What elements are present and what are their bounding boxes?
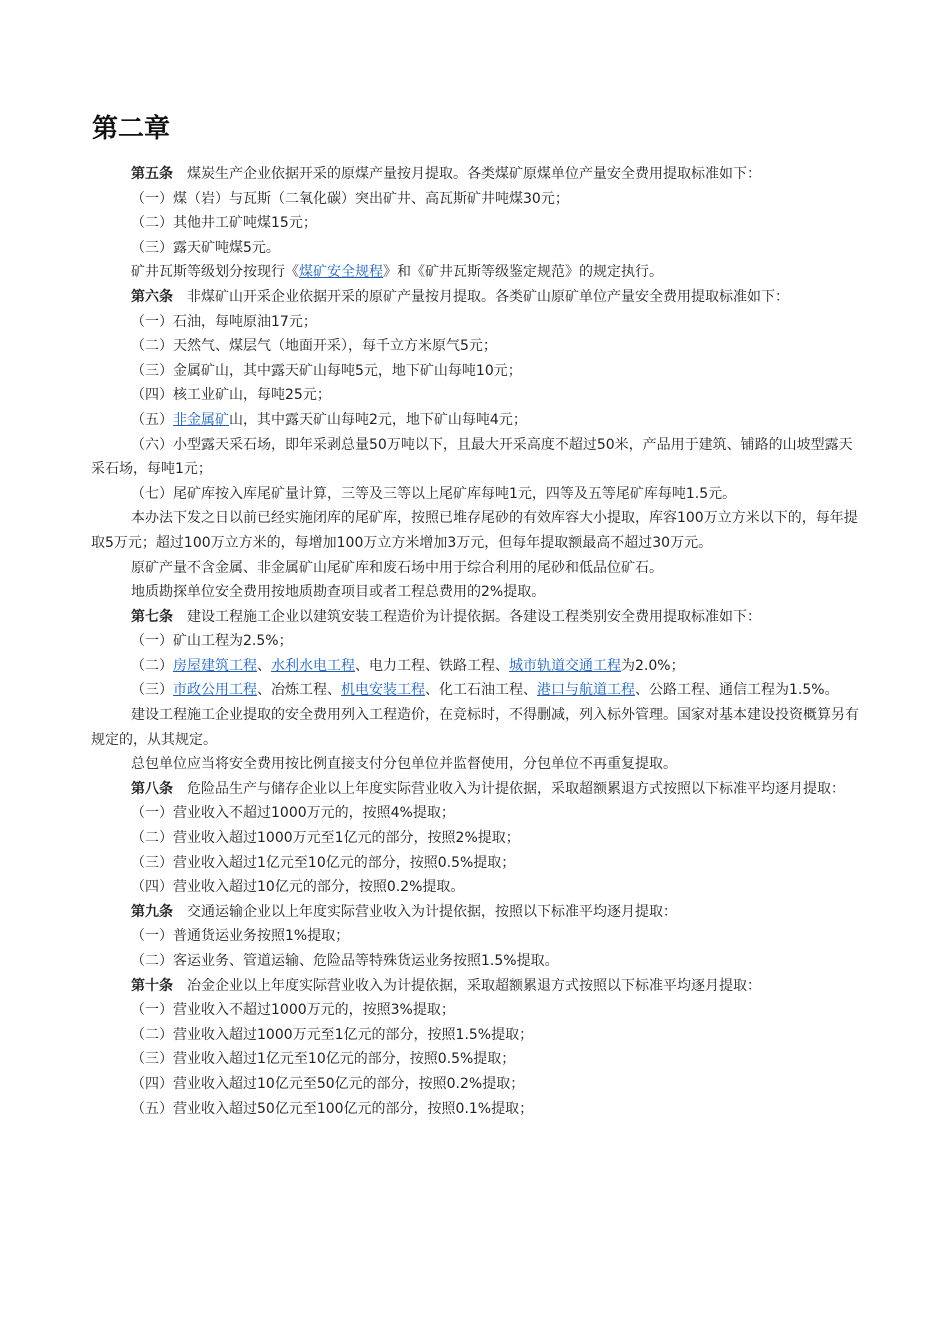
chapter-title: 第二章 <box>92 114 171 144</box>
paragraph-text: 非煤矿山开采企业依据开采的原矿产量按月提取。各类矿山原矿单位产量安全费用提取标准如下： <box>187 288 789 305</box>
paragraph-text: 山，其中露天矿山每吨2元，地下矿山每吨4元； <box>229 411 527 428</box>
paragraph-text: （一）营业收入不超过1000万元的，按照3%提取； <box>131 1002 455 1019</box>
article-number: 第五条 <box>131 166 173 182</box>
paragraph-text: 、公路工程、通信工程为1.5%。 <box>635 682 839 699</box>
paragraph-text: 本办法下发之日以前已经实施闭库的尾矿库，按照已堆存尾砂的有效库容大小提取，库容100万立方米以下的，每年提取5万元；超过100万立方米的，每增加100万立方米增加3万元，但每年提取额最高不超过30万元。 <box>91 510 858 551</box>
paragraph <box>91 285 861 310</box>
paragraph-text: 、电力工程、铁路工程、 <box>355 657 509 674</box>
paragraph-text: （一）营业收入不超过1000万元的，按照4%提取； <box>131 805 455 822</box>
paragraph-text: （六）小型露天采石场，即年采剥总量50万吨以下，且最大开采高度不超过50米，产品用于建筑、铺路的山坡型露天采石场，每吨1元； <box>91 436 853 478</box>
paragraph <box>91 1023 861 1048</box>
paragraph-text: （七）尾矿库按入库尾矿量计算，三等及三等以上尾矿库每吨1元，四等及五等尾矿库每吨1.5元。 <box>131 485 737 502</box>
paragraph <box>91 359 861 384</box>
paragraph <box>91 580 861 605</box>
paragraph-text: （一）石油，每吨原油17元； <box>131 313 317 330</box>
paragraph-text: 、 <box>257 657 271 674</box>
paragraph <box>91 998 861 1023</box>
paragraph-text: 、化工石油工程、 <box>425 682 537 699</box>
paragraph <box>91 875 861 900</box>
paragraph <box>91 1072 861 1097</box>
paragraph-text: （四）营业收入超过10亿元至50亿元的部分，按照0.2%提取； <box>131 1075 525 1092</box>
paragraph <box>91 801 861 826</box>
paragraph-text: 建设工程施工企业以建筑安装工程造价为计提依据。各建设工程类别安全费用提取标准如下： <box>187 608 761 625</box>
paragraph-text: （二）其他井工矿吨煤15元； <box>131 215 317 232</box>
paragraph-text: （四）核工业矿山，每吨25元； <box>131 387 331 404</box>
document-body <box>91 162 861 1121</box>
paragraph-text: （三）露天矿吨煤5元。 <box>131 239 280 256</box>
paragraph-text: （三）金属矿山，其中露天矿山每吨5元，地下矿山每吨10元； <box>131 362 522 379</box>
paragraph <box>91 605 861 630</box>
paragraph <box>91 752 861 777</box>
paragraph <box>91 678 861 703</box>
paragraph <box>91 654 861 679</box>
article-number: 第九条 <box>131 903 173 920</box>
inline-link[interactable]: 港口与航道工程 <box>537 682 635 699</box>
paragraph <box>91 1047 861 1072</box>
paragraph <box>91 924 861 949</box>
inline-link[interactable]: 煤矿安全规程 <box>299 264 383 281</box>
paragraph-text: 为2.0%； <box>621 657 685 674</box>
paragraph-text: 建设工程施工企业提取的安全费用列入工程造价，在竞标时，不得删减，列入标外管理。国家对基本建设投资概算另有规定的，从其规定。 <box>91 707 859 748</box>
paragraph <box>91 482 861 507</box>
paragraph-text: 煤炭生产企业依据开采的原煤产量按月提取。各类煤矿原煤单位产量安全费用提取标准如下： <box>187 166 761 182</box>
paragraph <box>91 408 861 433</box>
paragraph-text: （一）普通货运业务按照1%提取； <box>131 928 350 945</box>
paragraph-text: 地质勘探单位安全费用按地质勘查项目或者工程总费用的2%提取。 <box>131 584 546 601</box>
paragraph <box>91 826 861 851</box>
paragraph-text: （一）矿山工程为2.5%； <box>131 633 293 650</box>
paragraph <box>91 851 861 876</box>
paragraph <box>91 900 861 925</box>
paragraph <box>91 211 861 236</box>
paragraph <box>91 236 861 261</box>
inline-link[interactable]: 机电安装工程 <box>341 682 425 699</box>
inline-link[interactable]: 城市轨道交通工程 <box>509 657 621 674</box>
paragraph <box>91 260 861 285</box>
paragraph-text: （三） <box>131 682 173 699</box>
paragraph <box>91 187 861 212</box>
paragraph <box>91 629 861 654</box>
paragraph-text: 冶金企业以上年度实际营业收入为计提依据，采取超额累退方式按照以下标准平均逐月提取： <box>187 977 761 994</box>
paragraph-text: 》和《矿井瓦斯等级鉴定规范》的规定执行。 <box>383 264 663 281</box>
paragraph <box>91 162 861 187</box>
inline-link[interactable]: 水利水电工程 <box>271 657 355 674</box>
paragraph <box>91 506 861 555</box>
paragraph-text: 原矿产量不含金属、非金属矿山尾矿库和废石场中用于综合利用的尾砂和低品位矿石。 <box>131 559 663 576</box>
paragraph-text: （五）营业收入超过50亿元至100亿元的部分，按照0.1%提取； <box>131 1100 534 1117</box>
paragraph <box>91 974 861 999</box>
paragraph-text: （五） <box>131 411 173 428</box>
article-number: 第十条 <box>131 977 173 994</box>
inline-link[interactable]: 非金属矿 <box>173 411 229 428</box>
paragraph <box>91 1097 861 1122</box>
paragraph <box>91 334 861 359</box>
paragraph-text: 交通运输企业以上年度实际营业收入为计提依据，按照以下标准平均逐月提取： <box>187 903 677 920</box>
paragraph <box>91 949 861 974</box>
paragraph-text: 危险品生产与储存企业以上年度实际营业收入为计提依据，采取超额累退方式按照以下标准平均逐月提取： <box>187 780 845 797</box>
paragraph-text: （四）营业收入超过10亿元的部分，按照0.2%提取。 <box>131 879 465 896</box>
paragraph-text: （二）营业收入超过1000万元至1亿元的部分，按照2%提取； <box>131 830 520 847</box>
article-number: 第六条 <box>131 288 173 305</box>
paragraph-text: 矿井瓦斯等级划分按现行《 <box>131 264 299 281</box>
paragraph-text: 总包单位应当将安全费用按比例直接支付分包单位并监督使用，分包单位不再重复提取。 <box>131 756 677 773</box>
paragraph <box>91 383 861 408</box>
paragraph-text: （二）营业收入超过1000万元至1亿元的部分，按照1.5%提取； <box>131 1026 534 1043</box>
paragraph-text: （三）营业收入超过1亿元至10亿元的部分，按照0.5%提取； <box>131 854 516 871</box>
inline-link[interactable]: 市政公用工程 <box>173 682 257 699</box>
paragraph-text: 、冶炼工程、 <box>257 682 341 699</box>
paragraph-text: （二）客运业务、管道运输、危险品等特殊货运业务按照1.5%提取。 <box>131 953 559 969</box>
inline-link[interactable]: 房屋建筑工程 <box>173 657 257 674</box>
paragraph <box>91 310 861 335</box>
paragraph-text: （一）煤（岩）与瓦斯（二氧化碳）突出矿井、高瓦斯矿井吨煤30元； <box>131 190 569 207</box>
paragraph <box>91 433 861 482</box>
paragraph <box>91 703 861 752</box>
paragraph-text: （二） <box>131 657 173 674</box>
article-number: 第七条 <box>131 608 173 625</box>
paragraph <box>91 777 861 802</box>
paragraph-text: （二）天然气、煤层气（地面开采），每千立方米原气5元； <box>131 338 497 355</box>
article-number: 第八条 <box>131 780 173 797</box>
paragraph <box>91 556 861 581</box>
paragraph-text: （三）营业收入超过1亿元至10亿元的部分，按照0.5%提取； <box>131 1051 516 1068</box>
